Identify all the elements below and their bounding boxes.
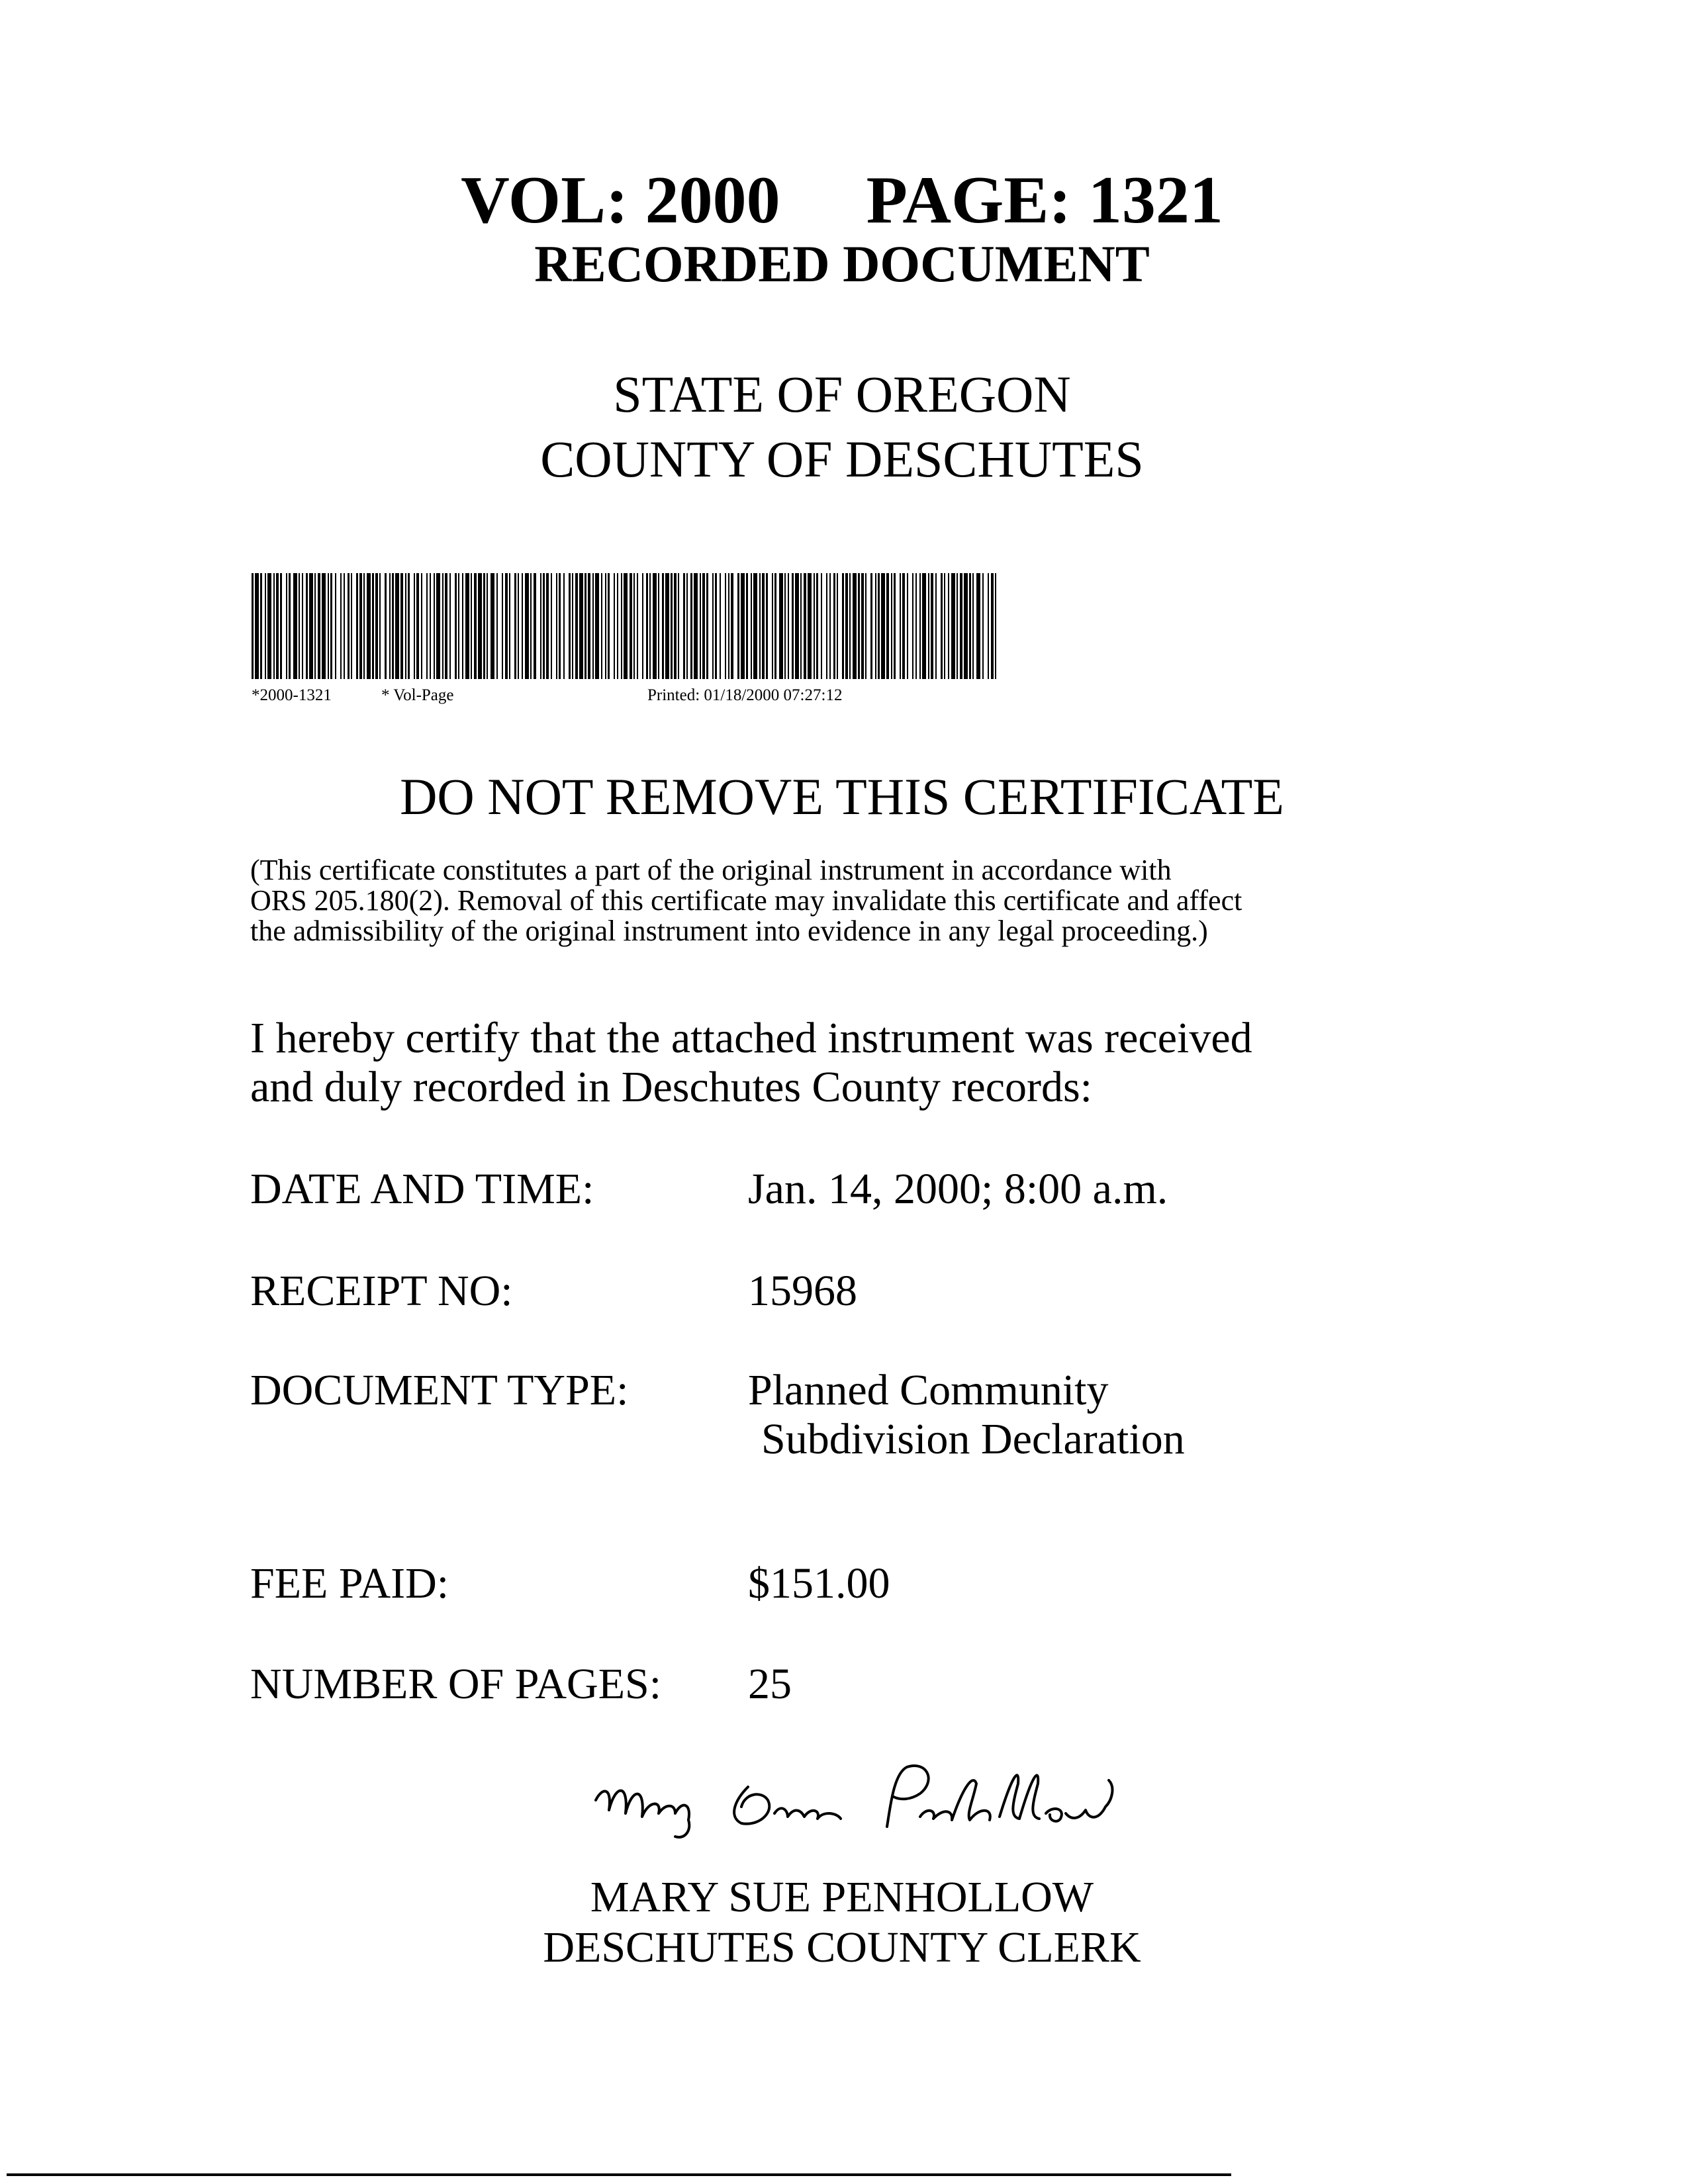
barcode-bar [276, 573, 279, 679]
pages-value: 25 [748, 1660, 792, 1708]
barcode-bar [588, 573, 590, 679]
barcode-bar [509, 573, 510, 679]
barcode-bar [759, 573, 761, 679]
county-name: COUNTY OF DESCHUTES [540, 430, 1144, 488]
barcode-bar [665, 573, 669, 679]
barcode-bar [646, 573, 648, 679]
barcode-bar [605, 573, 606, 679]
barcode-bar [505, 573, 508, 679]
barcode-bar [861, 573, 864, 679]
clerk-title: DESCHUTES COUNTY CLERK [543, 1923, 1141, 1972]
barcode-bar [788, 573, 789, 679]
barcode-bar [784, 573, 786, 679]
barcode-bar [563, 573, 565, 679]
barcode-bar [559, 573, 561, 679]
barcode-bar [653, 573, 657, 679]
barcode-bar [976, 573, 980, 679]
barcode-bar [900, 573, 901, 679]
barcode-bar [392, 573, 394, 679]
barcode-bar [720, 573, 721, 679]
barcode-bar [991, 573, 994, 679]
barcode-bar [280, 573, 282, 679]
barcode-id-text: *2000-1321 [252, 686, 332, 704]
page-number: PAGE: 1321 [866, 163, 1223, 238]
barcode-bar [829, 573, 831, 679]
barcode-bar [556, 573, 557, 679]
barcode-bar [982, 573, 984, 679]
recorded-document-heading: RECORDED DOCUMENT [534, 235, 1150, 293]
barcode-bar [842, 573, 844, 679]
barcode-bar [491, 573, 494, 679]
barcode-bar [774, 573, 776, 679]
barcode-bar [340, 573, 342, 679]
receipt-label: RECEIPT NO: [250, 1267, 513, 1315]
barcode-bar [400, 573, 403, 679]
barcode-bar [299, 573, 300, 679]
barcode-bar [414, 573, 415, 679]
barcode-bar [421, 573, 422, 679]
do-not-remove-heading: DO NOT REMOVE THIS CERTIFICATE [400, 768, 1284, 825]
barcode-bar [252, 573, 254, 679]
barcode-bar [445, 573, 447, 679]
barcode-bar [902, 573, 905, 679]
barcode-bar [725, 573, 726, 679]
volume-number: VOL: 2000 [461, 163, 780, 238]
barcode-bar [957, 573, 958, 679]
barcode-bar [919, 573, 921, 679]
barcode-bar [344, 573, 345, 679]
barcode-bar [543, 573, 545, 679]
barcode-bar [595, 573, 599, 679]
notice-line: the admissibility of the original instrument into evidence in any legal proceeding.) [250, 915, 1208, 947]
barcode-bar [330, 573, 332, 679]
barcode-bar [878, 573, 880, 679]
barcode-bar [762, 573, 765, 679]
barcode-bar [694, 573, 698, 679]
barcode-bar [408, 573, 410, 679]
document-type-value [748, 1366, 1185, 1464]
barcode-bar [804, 573, 806, 679]
barcode-bar [335, 573, 336, 679]
barcode-bar [960, 573, 962, 679]
barcode-bar [912, 573, 913, 679]
barcode-bar [487, 573, 488, 679]
barcode-bar [322, 573, 326, 679]
barcode-bar [430, 573, 431, 679]
barcode-bar [690, 573, 692, 679]
barcode-bar [865, 573, 866, 679]
barcode-bar [375, 573, 378, 679]
barcode-bar [686, 573, 688, 679]
barcode-bar [915, 573, 917, 679]
barcode-bar [894, 573, 896, 679]
clerk-name: MARY SUE PENHOLLOW [590, 1873, 1094, 1921]
barcode-bar [678, 573, 679, 679]
certification-statement [250, 1014, 1252, 1112]
barcode-bar [821, 573, 822, 679]
barcode-vol-page-text: * Vol-Page [381, 686, 454, 704]
barcode-bar [314, 573, 316, 679]
barcode-bar [426, 573, 428, 679]
barcode-bar [800, 573, 802, 679]
barcode-bar [293, 573, 297, 679]
barcode-bar [753, 573, 757, 679]
barcode-bar [474, 573, 477, 679]
barcode-bar [792, 573, 794, 679]
barcode-bar [995, 573, 996, 679]
barcode-bar [833, 573, 835, 679]
clerk-signature [576, 1747, 1145, 1846]
barcode-bar [845, 573, 848, 679]
barcode-bar [458, 573, 459, 679]
barcode-bar [502, 573, 503, 679]
barcode-bar [309, 573, 313, 679]
barcode-bar [702, 573, 705, 679]
barcode-bar [642, 573, 643, 679]
barcode-bar [546, 573, 549, 679]
barcode-bar [286, 573, 287, 679]
barcode-bar [585, 573, 586, 679]
barcode-bar [351, 573, 352, 679]
barcode-bar [969, 573, 971, 679]
barcode-bar [630, 573, 632, 679]
barcode-bar [649, 573, 651, 679]
barcode-bar [471, 573, 472, 679]
barcode-bar [886, 573, 889, 679]
barcode-bar [826, 573, 827, 679]
barcode-bar [518, 573, 519, 679]
barcode-bar [870, 573, 872, 679]
barcode-bar [534, 573, 536, 679]
document-type-line: Planned Community [748, 1366, 1109, 1414]
barcode-bar [265, 573, 266, 679]
barcode-bar [715, 573, 717, 679]
barcode-bar [496, 573, 498, 679]
barcode-bar [363, 573, 365, 679]
barcode-bar [658, 573, 659, 679]
barcode-bar [592, 573, 594, 679]
barcode-bar [700, 573, 701, 679]
document-type-label: DOCUMENT TYPE: [250, 1366, 629, 1414]
barcode-bar [525, 573, 529, 679]
barcode-bar [434, 573, 435, 679]
barcode-bar [572, 573, 573, 679]
barcode-bar [442, 573, 444, 679]
barcode-bar [367, 573, 371, 679]
barcode [252, 573, 1000, 679]
barcode-bar [928, 573, 929, 679]
barcode-bar [737, 573, 739, 679]
barcode-bar [674, 573, 677, 679]
barcode-bar [359, 573, 362, 679]
certification-line: and duly recorded in Deschutes County records: [250, 1063, 1092, 1111]
barcode-bar [465, 573, 469, 679]
barcode-bar [972, 573, 974, 679]
barcode-bar [614, 573, 615, 679]
barcode-bar [837, 573, 838, 679]
certification-line: I hereby certify that the attached instrument was received [250, 1014, 1252, 1062]
barcode-bar [858, 573, 860, 679]
barcode-bar [808, 573, 812, 679]
barcode-bar [662, 573, 664, 679]
barcode-printed-text: Printed: 01/18/2000 07:27:12 [647, 686, 843, 704]
barcode-bar [922, 573, 926, 679]
barcode-bar [255, 573, 259, 679]
barcode-bar [389, 573, 391, 679]
receipt-value: 15968 [748, 1267, 857, 1315]
barcode-bar [273, 573, 275, 679]
barcode-bar [348, 573, 350, 679]
barcode-bar [779, 573, 783, 679]
bottom-rule [7, 2173, 1231, 2176]
barcode-bar [601, 573, 602, 679]
barcode-bar [617, 573, 618, 679]
barcode-bar [941, 573, 943, 679]
barcode-bar [944, 573, 945, 679]
barcode-bar [751, 573, 752, 679]
barcode-bar [907, 573, 908, 679]
barcode-bar [849, 573, 851, 679]
barcode-bar [671, 573, 673, 679]
barcode-bar [372, 573, 374, 679]
barcode-bar [356, 573, 358, 679]
barcode-bar [608, 573, 610, 679]
barcode-bar [514, 573, 516, 679]
barcode-bar [706, 573, 708, 679]
barcode-bar [551, 573, 552, 679]
barcode-bar [306, 573, 308, 679]
barcode-bar [395, 573, 399, 679]
barcode-bar [948, 573, 949, 679]
barcode-bar [988, 573, 989, 679]
barcode-bar [741, 573, 745, 679]
barcode-bar [766, 573, 768, 679]
barcode-bar [478, 573, 482, 679]
barcode-bar [483, 573, 485, 679]
barcode-bar [772, 573, 773, 679]
barcode-bar [455, 573, 457, 679]
barcode-bar [853, 573, 857, 679]
barcode-bar [931, 573, 933, 679]
barcode-bar [964, 573, 968, 679]
barcode-bar [951, 573, 955, 679]
barcode-bar [328, 573, 329, 679]
barcode-bar [624, 573, 628, 679]
barcode-bar [575, 573, 578, 679]
pages-label: NUMBER OF PAGES: [250, 1660, 662, 1708]
barcode-bar [621, 573, 622, 679]
state-name: STATE OF OREGON [613, 365, 1071, 423]
barcode-bar [462, 573, 463, 679]
barcode-bar [289, 573, 291, 679]
document-type-line: Subdivision Declaration [761, 1415, 1185, 1463]
barcode-bar [449, 573, 451, 679]
barcode-bar [875, 573, 876, 679]
barcode-bar [935, 573, 937, 679]
barcode-bar [816, 573, 818, 679]
notice-paragraph [250, 855, 1242, 946]
barcode-bar [522, 573, 523, 679]
barcode-bar [579, 573, 583, 679]
barcode-bar [416, 573, 419, 679]
barcode-bar [891, 573, 892, 679]
barcode-bar [712, 573, 714, 679]
barcode-bar [881, 573, 885, 679]
barcode-bar [385, 573, 387, 679]
fee-label: FEE PAID: [250, 1559, 449, 1608]
barcode-bar [633, 573, 635, 679]
barcode-bar [731, 573, 733, 679]
barcode-bar [569, 573, 571, 679]
barcode-bar [530, 573, 532, 679]
date-time-label: DATE AND TIME: [250, 1165, 594, 1213]
barcode-bar [379, 573, 381, 679]
date-time-value: Jan. 14, 2000; 8:00 a.m. [748, 1165, 1168, 1213]
notice-line: ORS 205.180(2). Removal of this certificate may invalidate this certificate and affect [250, 884, 1242, 917]
barcode-bar [795, 573, 799, 679]
barcode-bar [728, 573, 729, 679]
fee-value: $151.00 [748, 1559, 890, 1608]
barcode-bar [405, 573, 406, 679]
barcode-bar [683, 573, 685, 679]
barcode-bar [814, 573, 815, 679]
barcode-bar [540, 573, 541, 679]
barcode-bar [260, 573, 262, 679]
barcode-bar [436, 573, 440, 679]
barcode-bar [746, 573, 748, 679]
barcode-bar [637, 573, 638, 679]
notice-line: (This certificate constitutes a part of the original instrument in accordance with [250, 854, 1172, 886]
volume-page-heading [0, 164, 1684, 237]
barcode-bar [302, 573, 303, 679]
barcode-bar [318, 573, 320, 679]
barcode-bar [267, 573, 271, 679]
